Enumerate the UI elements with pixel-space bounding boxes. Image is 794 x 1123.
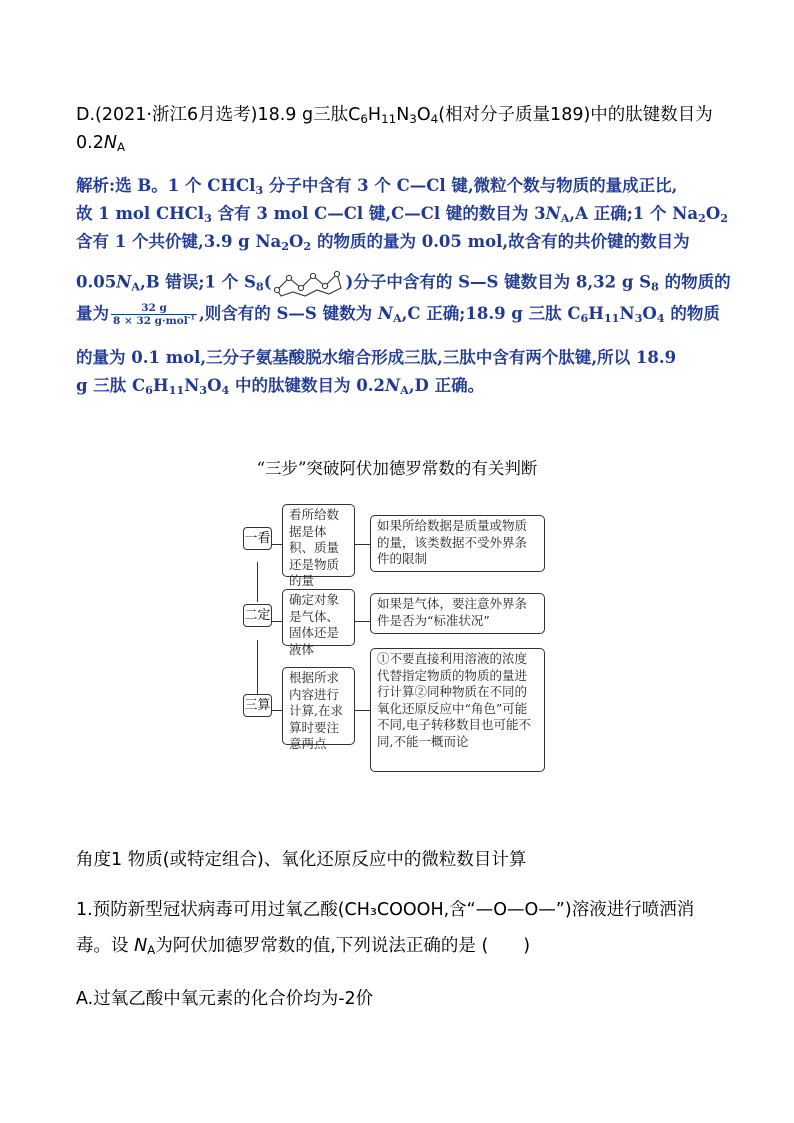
connector-line: [257, 562, 258, 602]
diagram-title: “三步”突破阿伏加德罗常数的有关判断: [256, 459, 538, 478]
step-1-middle-box: 看所给数据是体积、质量还是物质的量: [282, 504, 355, 577]
question-1-line-1: 1.预防新型冠状病毒可用过氧乙酸(CH₃COOOH,含“—O—O—”)溶液进行喷洒消: [76, 900, 695, 920]
molar-fraction: $\frac{32 g}{8 \times 32 g\cdot mol^{-1}}$: [113, 302, 196, 327]
analysis-line-4: $0.05N_A,B$ 错误;1 个 $S_8$( )分子中含有的 S—S 键数目为 8,32 g $S_8$ 的物质的: [76, 268, 731, 298]
option-text: (相对分子质量189)中的肽键数目为: [438, 105, 713, 125]
step-2-right-box: 如果是气体，要注意外界条件是否为“标准状况”: [370, 593, 545, 634]
analysis-line-1: 解析:选 B。1 个 CHCl$_3$ 分子中含有 3 个 C—Cl 键,微粒个数与物质的量成正比,: [76, 176, 678, 197]
section-heading: 角度1 物质(或特定组合)、氧化还原反应中的微粒数目计算: [76, 850, 527, 870]
step-1-right-box: 如果所给数据是质量或物质的量，该类数据不受外界条件的限制: [370, 515, 545, 572]
tripeptide-formula: $C_6H_{11}N_3O_4$: [348, 105, 439, 126]
analysis-line-7: g 三肽 $C_6H_{11}N_3O_4$ 中的肽键数目为 $0.2N_A,D$ 正确。: [76, 376, 485, 397]
option-label: D.: [76, 105, 96, 125]
connector-line: [272, 544, 282, 545]
connector-line: [257, 640, 258, 694]
analysis-line-6: 的量为 0.1 mol,三分子氨基酸脱水缩合形成三肽,三肽中含有两个肽键,所以 18.9: [76, 348, 677, 367]
question-1-line-2: 毒。设 $N_A$为阿伏加德罗常数的值,下列说法正确的是 ( ): [76, 936, 531, 957]
connector-line: [355, 544, 370, 545]
step-tag-calculate: 三算: [243, 694, 272, 717]
exam-source: (2021·浙江6月选考): [95, 105, 258, 125]
connector-line: [272, 710, 282, 711]
option-d-line: [76, 101, 713, 126]
option-a: A.过氧乙酸中氧元素的化合价均为-2价: [76, 989, 374, 1009]
s8-ring-structure-icon: [273, 268, 345, 298]
step-tag-look: 一看: [243, 527, 272, 550]
answer-bracket: ( ): [481, 936, 531, 956]
option-d-value: $0.2N_A$: [76, 133, 126, 154]
step-3-middle-box: 根据所求内容进行计算,在求算时要注意两点: [282, 667, 355, 745]
option-text: 18.9 g三肽: [257, 105, 349, 125]
analysis-line-5: 量为 $\frac{32 g}{8 \times 32 g\cdot mol^{-1}}$ ,则含有的 S—S 键数为 $N_A,C$ 正确;18.9 g 三肽 $C_6H_{11}N_3O_4$ 的物质: [76, 302, 720, 327]
connector-line: [355, 710, 370, 711]
step-tag-determine: 二定: [243, 604, 272, 627]
step-2-middle-box: 确定对象是气体、固体还是液体: [282, 589, 355, 646]
connector-line: [272, 621, 282, 622]
analysis-line-3: 含有 1 个共价键,3.9 g $Na_2O_2$ 的物质的量为 0.05 mol,故含有的共价键的数目为: [76, 232, 690, 253]
analysis-line-2: 故 1 mol CHCl$_3$ 含有 3 mol C—Cl 键,C—Cl 键的数目为 $3N_A,A$ 正确;1 个 $Na_2O_2$: [76, 204, 729, 225]
connector-line: [355, 621, 370, 622]
step-3-right-box: ①不要直接利用溶液的浓度代替指定物质的物质的量进行计算②同种物质在不同的氧化还原反应中“角色”可能不同,电子转移数目也可能不同,不能一概而论: [370, 648, 545, 772]
